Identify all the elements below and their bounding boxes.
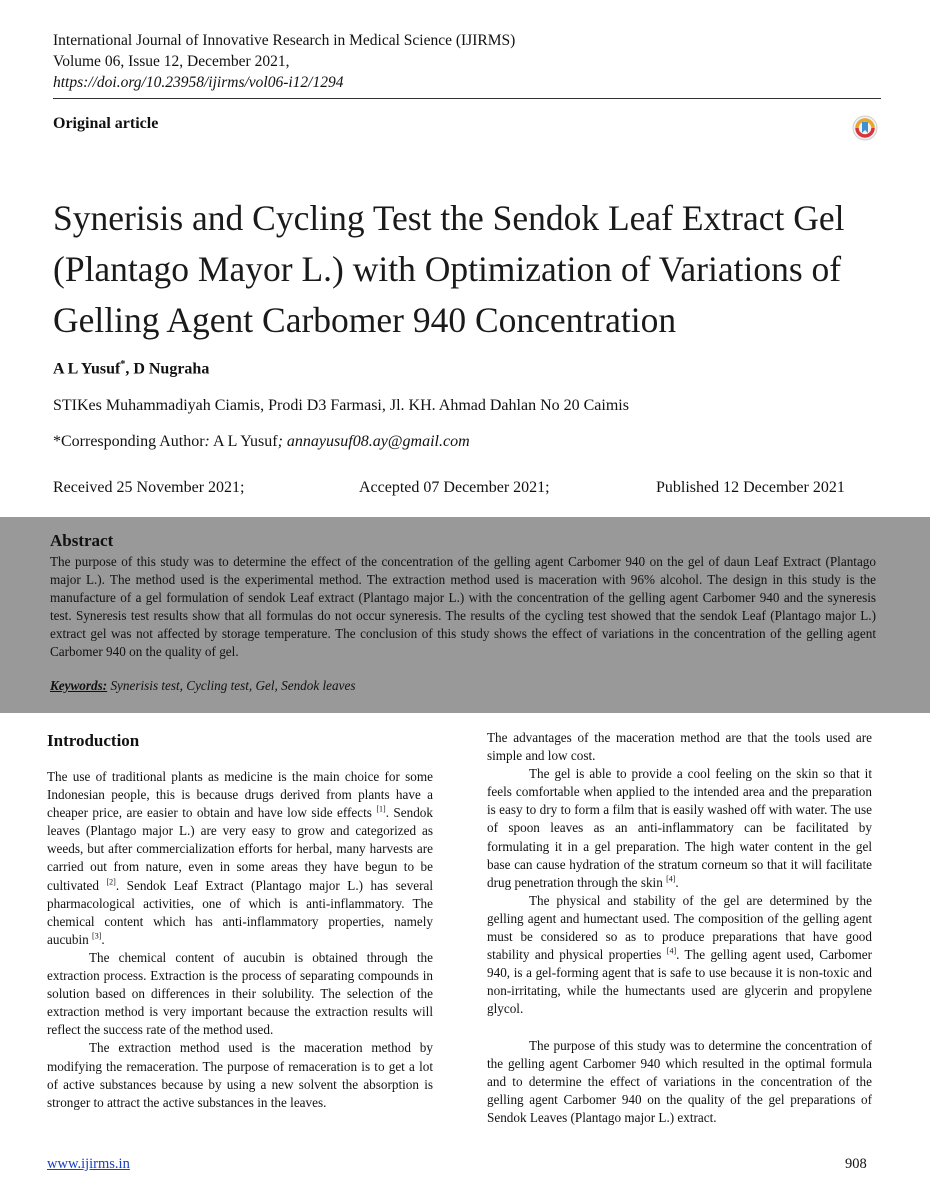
received-date: Received 25 November 2021; [53, 479, 245, 496]
abstract-heading: Abstract [50, 531, 114, 550]
corresponding-mark: * [120, 359, 126, 370]
right-column [487, 729, 872, 1127]
journal-name: International Journal of Innovative Research in Medical Science (IJIRMS) [53, 32, 516, 49]
website-link[interactable]: www.ijirms.in [47, 1156, 130, 1172]
paragraph-gap [487, 1019, 872, 1037]
paragraph: The advantages of the maceration method are that the tools used are simple and low cost. [487, 730, 872, 764]
paragraph: The chemical content of aucubin is obtained through the extraction process. Extraction is the process of separating compounds in solution based on differences in their solubility. The selection of the extraction method is very important because the extraction results will reflect the success rate of the method used. [47, 949, 433, 1038]
paragraph: The gel is able to provide a cool feeling on the skin so that it feels comfortable when applied to the intended area and the preparation is easy to dry to form a film that is easily washed off with water. The use of spoon leaves as an anti-inflammatory can be facilitated by formulating it in a gel preparation. The high water content in the gel base can cause hydration of the stratum corneum so that it will facilitate drug penetration through the skin [4]. [487, 766, 872, 890]
crossmark-icon[interactable] [852, 115, 878, 141]
introduction-heading: Introduction [47, 731, 140, 750]
doi-link[interactable]: https://doi.org/10.23958/ijirms/vol06-i12/1294 [53, 74, 344, 91]
author-list [53, 359, 209, 378]
affiliation: STIKes Muhammadiyah Ciamis, Prodi D3 Farmasi, Jl. KH. Ahmad Dahlan No 20 Caimis [53, 397, 629, 414]
keywords [50, 678, 355, 694]
keywords-list: Synerisis test, Cycling test, Gel, Sendok leaves [107, 678, 356, 693]
citation-link[interactable]: [2] [106, 877, 116, 887]
corr-email[interactable]: ; annayusuf08.ay@gmail.com [277, 433, 470, 450]
corr-colon: : [204, 433, 210, 450]
corr-name: A L Yusuf [209, 433, 278, 450]
citation-link[interactable]: [4] [666, 874, 676, 884]
article-title: Synerisis and Cycling Test the Sendok Leaf Extract Gel (Plantago Mayor L.) with Optimization of Variations of Gelling Agent Carbomer 940 Concentration [53, 198, 845, 340]
header-divider [53, 98, 881, 99]
paragraph: The purpose of this study was to determine the concentration of the gelling agent Carbomer 940 which resulted in the optimal formula and to determine the effect of variations in the concentration of the gelling agent Carbomer 940 on the quality of the gel preparations of Sendok Leaves (Plantago major L.) extract. [487, 1037, 872, 1125]
citation-link[interactable]: [3] [92, 931, 102, 941]
author-first: A L Yusuf [53, 360, 121, 378]
author-rest: , D Nugraha [125, 360, 210, 378]
citation-link[interactable]: [4] [666, 946, 677, 956]
paragraph: The use of traditional plants as medicine is the main choice for some Indonesian people, this is because drugs derived from plants have a cheaper price, are easier to obtain and have low side effects [1]. Sendok leaves (Plantago major L.) are very easy to grow and categorized as weeds, but after commercialization efforts for herbal, many harvests are carried out from nature, even in some areas they have begun to be cultivated [2]. Sendok Leaf Extract (Plantago major L.) has several pharmacological activities, one of which is anti-inflammatory. The chemical content which has anti-inflammatory properties, namely aucubin [3]. [47, 769, 433, 947]
left-column [47, 768, 433, 1112]
page-number: 908 [845, 1156, 867, 1172]
paragraph: The physical and stability of the gel are determined by the gelling agent and humectant used. The composition of the gelling agent must be considered so as to produce preparations that have good stability and physical properties [4]. The gelling agent used, Carbomer 940, is a gel-forming agent that is safe to use because it is non-toxic and non-irritating, while the humectants used are glycerin and propylene glycol. [487, 892, 872, 1017]
article-type: Original article [53, 115, 159, 132]
accepted-date: Accepted 07 December 2021; [359, 479, 550, 496]
citation-link[interactable]: [1] [376, 804, 386, 814]
published-date: Published 12 December 2021 [656, 479, 845, 496]
corresponding-author [53, 433, 470, 451]
paragraph: The extraction method used is the maceration method by modifying the remaceration. The purpose of remaceration is to get a lot of active substances because by using a new solvent the absorption is stronger to attract the active substances in the leaves. [47, 1040, 433, 1110]
abstract-text: The purpose of this study was to determine the effect of the concentration of the gelling agent Carbomer 940 on the gel of daun Leaf Extract (Plantago major L.). The method used is the experimental method. The extraction method used is maceration with 96% alcohol. The design in this study is the manufacture of a gel formulation of sendok Leaf extract (Plantago major L.) with the concentration of the gelling agent Carbomer 940 and the syneresis test. Syneresis test results show that all formulas do not occur syneresis. The results of the cycling test showed that the sendok Leaf (Plantago major L.) extract gel was not affected by storage temperature. The conclusion of this study shows the effect of variations in the concentration of the gelling agent Carbomer 940 on the quality of gel. [50, 554, 876, 660]
journal-header [53, 30, 515, 93]
keywords-label: Keywords: [50, 678, 108, 693]
journal-volume: Volume 06, Issue 12, December 2021, [53, 53, 290, 70]
corr-label: *Corresponding Author [53, 433, 205, 450]
